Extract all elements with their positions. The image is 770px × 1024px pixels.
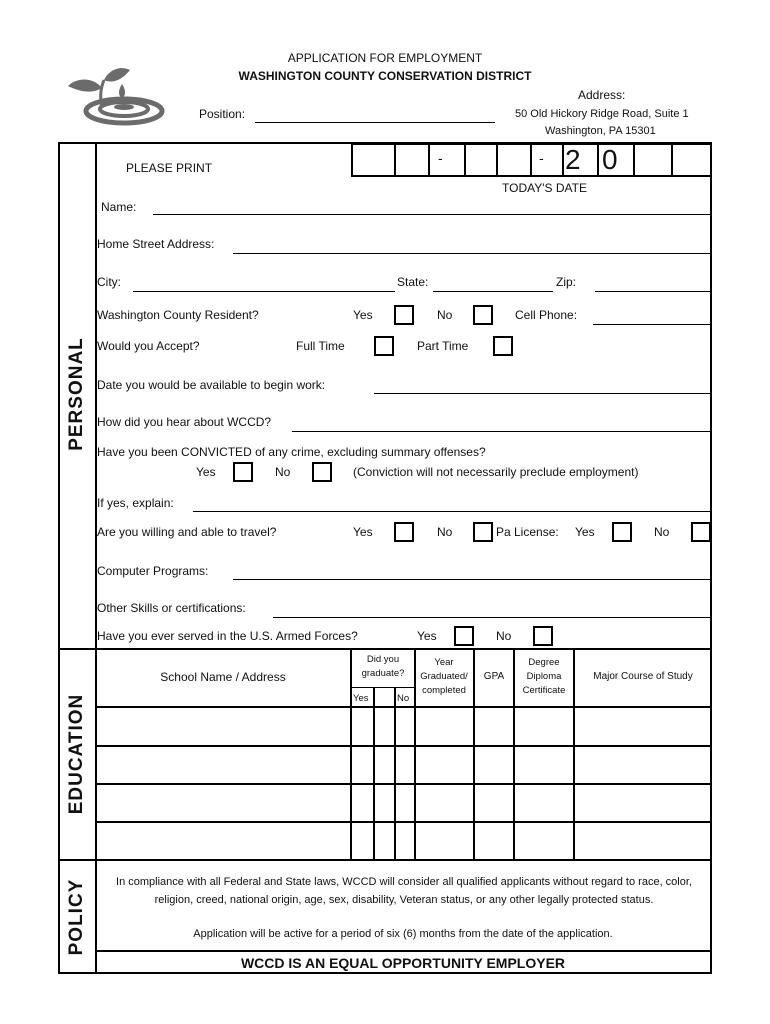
city-label: City:	[97, 275, 121, 289]
armed-forces-yes-label: Yes	[417, 629, 437, 643]
resident-no-label: No	[437, 308, 453, 322]
computer-programs-field[interactable]	[233, 579, 711, 580]
convicted-no-label: No	[275, 465, 291, 479]
date-day-digit-3[interactable]	[496, 143, 532, 177]
name-label: Name:	[101, 200, 137, 214]
travel-yes-label: Yes	[353, 525, 373, 539]
full-time-label: Full Time	[296, 339, 345, 353]
edu-row-4[interactable]	[97, 823, 711, 858]
section-policy: POLICY	[66, 878, 87, 956]
pa-license-yes-label: Yes	[575, 525, 595, 539]
resident-yes-checkbox[interactable]	[394, 305, 414, 325]
conviction-note: (Conviction will not necessarily preclude employment)	[353, 465, 639, 479]
date-day-digit-2[interactable]	[464, 143, 498, 177]
year-graduated-header: Year Graduated/ completed	[420, 657, 468, 696]
date-year-digit-1[interactable]	[530, 143, 564, 177]
hear-about-field[interactable]	[292, 431, 711, 432]
available-date-label: Date you would be available to begin work:	[97, 378, 326, 392]
year-digit-0: 0	[602, 144, 618, 175]
convicted-no-checkbox[interactable]	[312, 462, 332, 482]
gpa-header: GPA	[483, 671, 505, 682]
cell-phone-field[interactable]	[593, 324, 711, 325]
application-validity-note: Application will be active for a period of six (6) months from the date of the application.	[193, 928, 613, 940]
pa-license-yes-checkbox[interactable]	[612, 522, 632, 542]
travel-no-checkbox[interactable]	[473, 522, 493, 542]
accept-label: Would you Accept?	[97, 339, 200, 353]
position-field[interactable]	[255, 122, 495, 123]
policy-statement: In compliance with all Federal and State laws, WCCD will consider all qualified applicants without regard to race, color, religion, creed, national origin, age, sex, disability, Veteran status, or any other legally protected status.	[116, 876, 692, 906]
city-field[interactable]	[133, 291, 395, 292]
name-field[interactable]	[153, 214, 711, 215]
part-time-label: Part Time	[417, 339, 469, 353]
armed-forces-no-checkbox[interactable]	[533, 626, 553, 646]
resident-yes-label: Yes	[353, 308, 373, 322]
pa-license-no-checkbox[interactable]	[691, 522, 711, 542]
convicted-label: Have you been CONVICTED of any crime, excluding summary offenses?	[97, 445, 486, 459]
graduate-no-header: No	[397, 693, 410, 704]
please-print-label: PLEASE PRINT	[126, 161, 213, 175]
major-header: Major Course of Study	[593, 671, 693, 682]
other-skills-label: Other Skills or certifications:	[97, 601, 246, 615]
section-education: EDUCATION	[66, 693, 87, 815]
pa-license-no-label: No	[654, 525, 670, 539]
resident-no-checkbox[interactable]	[473, 305, 493, 325]
date-month-digit-1[interactable]	[351, 143, 396, 177]
computer-programs-label: Computer Programs:	[97, 564, 209, 578]
armed-forces-yes-checkbox[interactable]	[454, 626, 474, 646]
other-skills-field[interactable]	[273, 617, 711, 618]
zip-label: Zip:	[556, 275, 577, 289]
date-year-digit-4[interactable]	[633, 143, 673, 177]
address-line1: 50 Old Hickory Ridge Road, Suite 1	[515, 108, 689, 120]
part-time-checkbox[interactable]	[493, 336, 513, 356]
state-label: State:	[397, 275, 429, 289]
armed-forces-no-label: No	[496, 629, 512, 643]
edu-row-2[interactable]	[97, 747, 711, 782]
explain-label: If yes, explain:	[97, 496, 174, 510]
date-year-digit-5[interactable]	[671, 143, 712, 177]
eeo-divider	[95, 950, 712, 952]
full-time-checkbox[interactable]	[374, 336, 394, 356]
pa-license-label: Pa License:	[496, 525, 559, 539]
zip-field[interactable]	[595, 291, 711, 292]
travel-yes-checkbox[interactable]	[394, 522, 414, 542]
year-digit-2: 2	[565, 144, 581, 175]
date-month-digit-2[interactable]	[394, 143, 430, 177]
date-day-digit-1[interactable]	[428, 143, 466, 177]
graduate-yes-header: Yes	[353, 693, 369, 704]
cell-phone-label: Cell Phone:	[515, 308, 578, 322]
convicted-yes-label: Yes	[196, 465, 216, 479]
position-label: Position:	[199, 107, 246, 121]
available-date-field[interactable]	[374, 393, 711, 394]
equal-opportunity-statement: WCCD IS AN EQUAL OPPORTUNITY EMPLOYER	[240, 955, 566, 971]
organization-name: WASHINGTON COUNTY CONSERVATION DISTRICT	[238, 69, 532, 83]
address-label: Address:	[578, 88, 626, 102]
policy-section-top	[58, 859, 712, 861]
education-section-top	[58, 648, 712, 650]
edu-row-1[interactable]	[97, 708, 711, 744]
date-separator-2: -	[539, 150, 544, 166]
did-you-graduate-header: Did you graduate?	[361, 654, 405, 679]
convicted-yes-checkbox[interactable]	[233, 462, 253, 482]
edu-row-3[interactable]	[97, 785, 711, 820]
armed-forces-label: Have you ever served in the U.S. Armed Forces?	[97, 629, 358, 643]
resident-label: Washington County Resident?	[97, 308, 259, 322]
school-name-header: School Name / Address	[160, 670, 286, 684]
hear-about-label: How did you hear about WCCD?	[97, 415, 272, 429]
travel-label: Are you willing and able to travel?	[97, 525, 277, 539]
form-title: APPLICATION FOR EMPLOYMENT	[287, 51, 483, 65]
home-address-field[interactable]	[233, 253, 711, 254]
travel-no-label: No	[437, 525, 453, 539]
explain-field[interactable]	[193, 511, 711, 512]
todays-date-caption: TODAY'S DATE	[502, 181, 587, 195]
state-field[interactable]	[433, 291, 553, 292]
degree-header: Degree Diploma Certificate	[522, 657, 566, 696]
graduate-subheader-line	[350, 687, 414, 688]
address-line2: Washington, PA 15301	[545, 125, 656, 137]
date-separator-1: -	[438, 150, 443, 166]
section-personal: PERSONAL	[66, 337, 87, 451]
home-address-label: Home Street Address:	[97, 237, 215, 251]
